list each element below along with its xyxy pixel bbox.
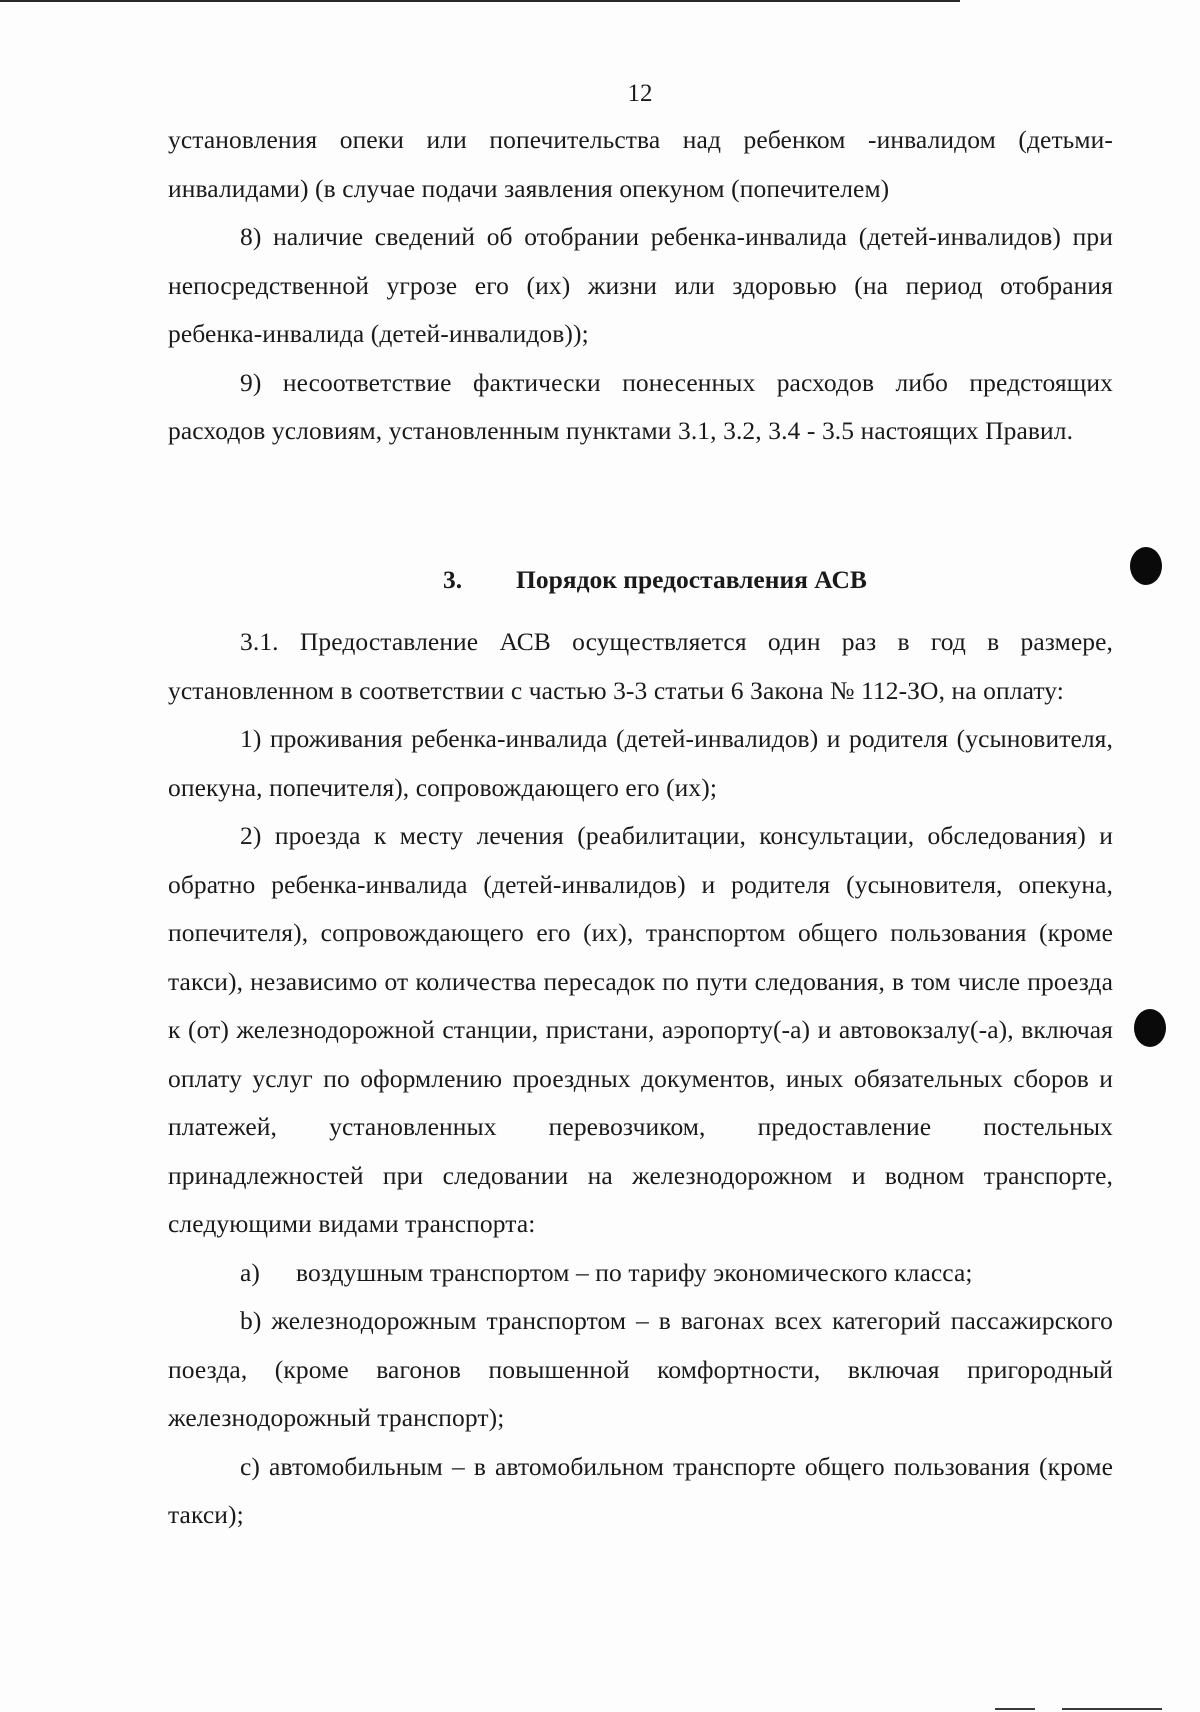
item-a-marker: а) [240, 1257, 261, 1287]
top-scan-edge [0, 0, 960, 2]
paragraph-item-8: 8) наличие сведений об отобрании ребенка-инвалида (детей-инвалидов) при непосредственной угрозе его (их) жизни или здоровью (на период отобрания ребенка-инвалида (детей-инвалидов)); [168, 222, 1113, 348]
paragraph-item-a [168, 1249, 1113, 1298]
paragraph-item-b: b) железнодорожным транспортом – в вагонах всех категорий пассажирского поезда, (кроме вагонов повышенной комфортности, включая пригородный железнодорожный транспорт); [168, 1306, 1113, 1432]
section-text-block [168, 618, 1113, 1540]
paragraph-3-1: 3.1. Предоставление АСВ осуществляется один раз в год в размере, установленном в соответствии с частью 3-3 статьи 6 Закона № 112-ЗО, на оплату: [168, 627, 1113, 705]
bottom-scan-edge [995, 1708, 1035, 1710]
scan-hole-blot [1130, 547, 1162, 585]
top-text-block [168, 116, 1113, 456]
paragraph-item-2: 2) проезда к месту лечения (реабилитации, консультации, обследования) и обратно ребенка-инвалида (детей-инвалидов) и родителя (усыновителя, опекуна, попечителя), сопровождающего его (их), транспортом общего пользования (кроме такси), независимо от количества пересадок по пути следования, в том числе проезда к (от) железнодорожной станции, пристани, аэропорту(-а) и автовокзалу(-а), включая оплату услуг по оформлению проездных документов, иных обязательных сборов и платежей, установленных перевозчиком, предоставление постельных принадлежностей при следовании на железнодорожном и водном транспорте, следующими видами транспорта: [168, 821, 1113, 1238]
item-a-text: воздушным транспортом – по тарифу экономического класса; [296, 1257, 973, 1287]
bottom-scan-edge [1062, 1708, 1162, 1710]
paragraph-item-c: с) автомобильным – в автомобильном транспорте общего пользования (кроме такси); [168, 1451, 1113, 1529]
scan-hole-blot [1134, 1009, 1166, 1047]
paragraph-item-9: 9) несоответствие фактически понесенных расходов либо предстоящих расходов условиям, установленным пунктами 3.1, 3.2, 3.4 - 3.5 настоящих Правил. [168, 367, 1113, 445]
section-number: 3. [443, 565, 463, 594]
paragraph-continuation: установления опеки или попечительства над ребенком -инвалидом (детьми-инвалидами) (в случае подачи заявления опекуном (попечителем) [168, 125, 1113, 203]
page-number: 12 [627, 80, 653, 107]
paragraph-item-1: 1) проживания ребенка-инвалида (детей-инвалидов) и родителя (усыновителя, опекуна, попечителя), сопровождающего его (их); [168, 724, 1113, 802]
section-title: Порядок предоставления АСВ [516, 565, 867, 594]
